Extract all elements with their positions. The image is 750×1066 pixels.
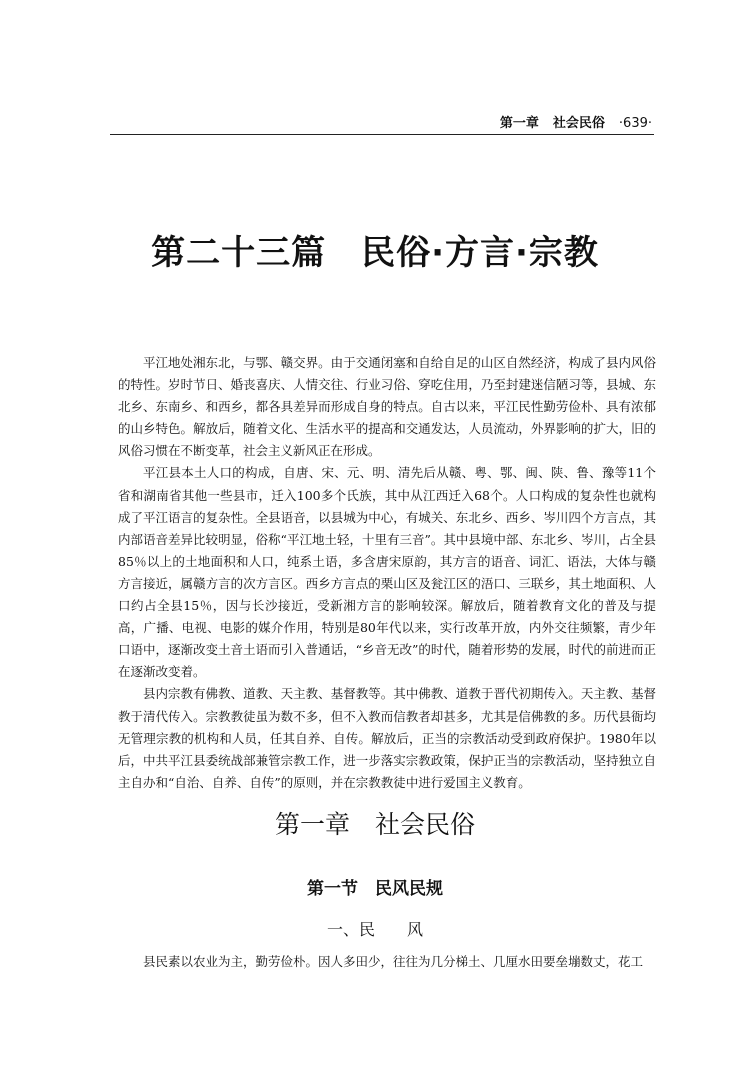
body-text (118, 951, 656, 973)
page-number: ·639· (618, 116, 652, 131)
header-rule (110, 134, 654, 135)
intro-paragraph-customs: 平江地处湘东北，与鄂、赣交界。由于交通闭塞和自给自足的山区自然经济，构成了县内风俗的特性。岁时节日、婚丧喜庆、人情交往、行业习俗、穿吃住用，乃至封建迷信陋习等，县城、东北乡、东南乡、和西乡，都各具差异而形成自身的特点。自古以来，平江民性勤劳俭朴、具有浓郁的山乡特色。解放后，随着文化、生活水平的提高和交通发达，人员流动，外界影响的扩大，旧的风俗习惯在不断变革，社会主义新风正在形成。 (118, 355, 656, 459)
chapter-title: 第一章 社会民俗 (274, 810, 475, 839)
subsection-title: 一、民 风 (326, 920, 423, 939)
running-header (500, 112, 652, 131)
running-header-chapter: 第一章 (499, 116, 539, 131)
intro-paragraph-religion: 县内宗教有佛教、道教、天主教、基督教等。其中佛教、道教于晋代初期传入。天主教、基督教于清代传入。宗教教徒虽为数不多，但不入教而信教者却甚多，尤其是信佛教的多。历代县衙均无管理宗教的机构和人员，任其自养、自传。解放后，正当的宗教活动受到政府保护。1980年以后，中共平江县委统战部兼管宗教工作，进一步落实宗教政策，保护正当的宗教活动，坚持独立自主自办和“自治、自养、自传”的原则，并在宗教教徒中进行爱国主义教育。 (118, 686, 656, 790)
section-title: 第一节 民风民规 (307, 879, 443, 899)
intro-text (118, 352, 656, 794)
body-paragraph: 县民素以农业为主，勤劳俭朴。因人多田少，往往为几分梯土、几厘水田要垒塴数丈，花工 (143, 954, 644, 969)
part-title: 第二十三篇 民俗·方言·宗教 (151, 233, 599, 273)
intro-paragraph-dialect: 平江县本土人口的构成，自唐、宋、元、明、清先后从赣、粤、鄂、闽、陕、鲁、豫等11个省和湖南省其他一些县市，迁入100多个氏族，其中从江西迁入68个。人口构成的复杂性也就构成了平江语言的复杂性。全县语音，以县城为中心，有城关、东北乡、西乡、岑川四个方言点，其内部语音差异比较明显，俗称“平江地土轻，十里有三音”。其中县境中部、东北乡、岑川，占全县85％以上的土地面积和人口，纯系土语，多含唐宋原韵，其方言的语音、词汇、语法，大体与赣方言接近，属赣方言的次方言区。西乡方言点的栗山区及瓮江区的浯口、三联乡，其土地面积、人口约占全县15％，因与长沙接近，受新湘方言的影响较深。解放后，随着教育文化的普及与提高，广播、电视、电影的媒介作用，特别是80年代以来，实行改革开放，内外交往频繁，青少年口语中，逐渐改变土音土语而引入普通话，“乡音无改”的时代，随着形势的发展，时代的前进而正在逐渐改变着。 (118, 465, 656, 680)
running-header-section: 社会民俗 (552, 116, 605, 131)
